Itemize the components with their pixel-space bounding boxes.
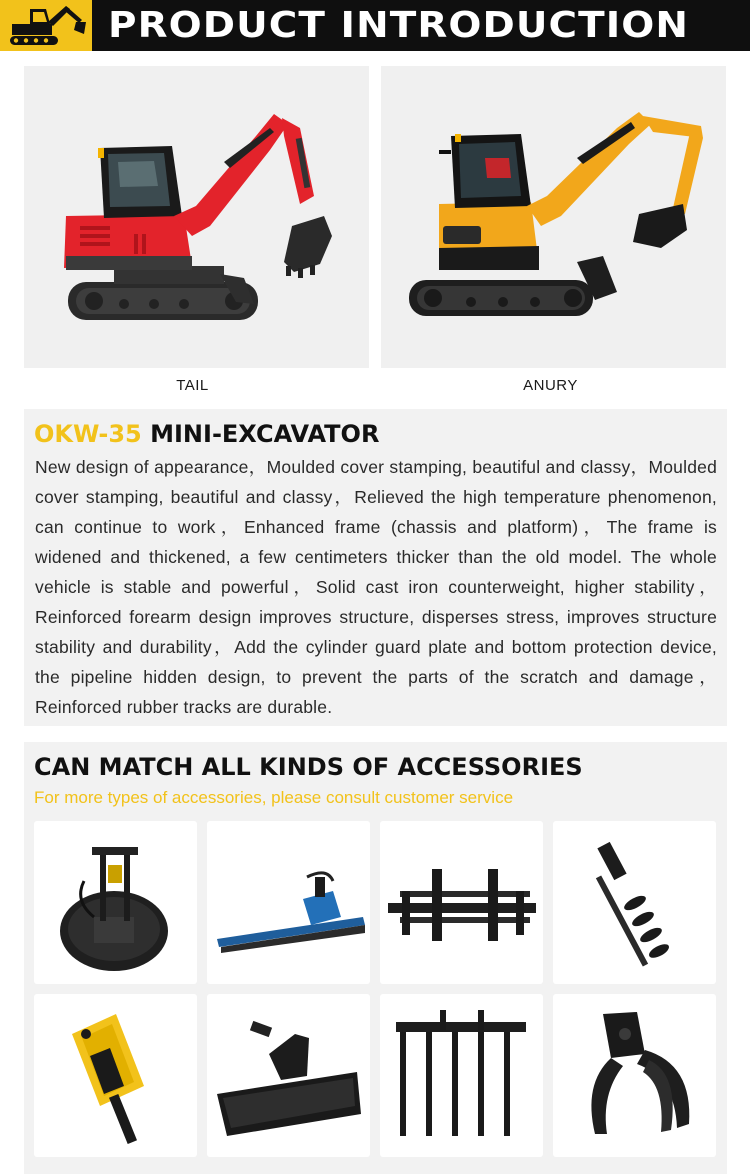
red-mini-excavator-photo	[24, 66, 369, 368]
accessory-tile	[553, 821, 716, 984]
logo-badge	[0, 0, 92, 51]
header-bar	[0, 0, 750, 51]
pallet-fork-icon	[380, 821, 543, 984]
accessories-panel	[24, 742, 727, 1174]
rake-icon	[380, 994, 543, 1157]
accessory-tile	[553, 994, 716, 1157]
accessory-tile	[34, 821, 197, 984]
accessories-heading: CAN MATCH ALL KINDS OF ACCESSORIES	[34, 753, 583, 781]
photo-caption-tail: TAIL	[176, 377, 209, 394]
accessories-subtitle: For more types of accessories, please consult customer service	[34, 788, 514, 807]
photo-card-anury	[381, 66, 726, 368]
yellow-mini-excavator-photo	[381, 66, 726, 368]
product-heading	[34, 417, 379, 451]
excavator-icon	[0, 0, 92, 51]
accessory-tile	[380, 994, 543, 1157]
accessory-tile	[207, 994, 370, 1157]
product-type: MINI-EXCAVATOR	[141, 420, 380, 448]
hedge-trimmer-icon	[207, 821, 370, 984]
photo-card-tail	[24, 66, 369, 368]
product-description: New design of appearance，Moulded cover stamping, beautiful and classy，Moulded cover stamping, beautiful and classy，Relieved the high temperature phenomenon, can continue to work，Enhanced frame (chassis and platform)，The frame is widened and thickened, a few centimeters thicker than the old model. The whole vehicle is stable and powerful，Solid cast iron counterweight, higher stability，Reinforced forearm design improves structure, disperses stress, improves structure stability and durability，Add the cylinder guard plate and bottom protection device, the pipeline hidden design, to prevent the parts of the scratch and damage，Reinforced rubber tracks are durable.	[35, 457, 717, 717]
compactor-plate-icon	[34, 821, 197, 984]
accessory-tile	[380, 821, 543, 984]
product-description-panel	[24, 409, 727, 726]
grapple-icon	[553, 994, 716, 1157]
accessory-tile	[34, 994, 197, 1157]
model-name: OKW-35	[34, 420, 142, 448]
photo-caption-anury: ANURY	[523, 377, 578, 394]
auger-drill-icon	[553, 821, 716, 984]
page-title: PRODUCT INTRODUCTION	[108, 5, 690, 46]
hydraulic-breaker-icon	[34, 994, 197, 1157]
tilt-bucket-icon	[207, 994, 370, 1157]
accessory-tile	[207, 821, 370, 984]
